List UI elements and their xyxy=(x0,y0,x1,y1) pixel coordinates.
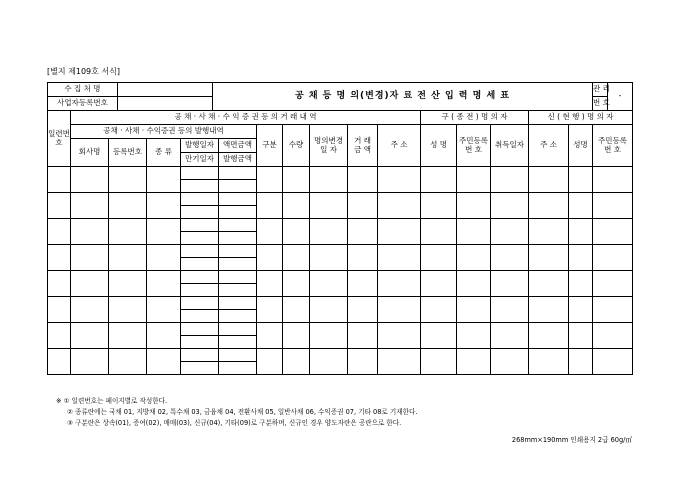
table-cell[interactable] xyxy=(71,219,109,245)
table-cell[interactable] xyxy=(421,219,457,245)
table-cell[interactable] xyxy=(348,323,378,349)
table-cell[interactable] xyxy=(310,297,348,323)
table-cell[interactable] xyxy=(283,271,310,297)
paper-spec: 268mm×190mm 인쇄용지 2급 60g/㎡ xyxy=(511,436,632,444)
kind-header: 종 류 xyxy=(147,139,181,167)
table-cell[interactable] xyxy=(310,167,348,193)
table-cell[interactable] xyxy=(421,167,457,193)
table-row xyxy=(48,297,633,310)
table-cell[interactable] xyxy=(257,323,283,349)
serial-number-header: 일련번호 xyxy=(48,111,71,167)
table-cell[interactable] xyxy=(421,323,457,349)
collector-name-value[interactable] xyxy=(118,83,213,97)
table-cell[interactable] xyxy=(71,193,109,219)
table-cell[interactable] xyxy=(310,349,348,375)
table-cell[interactable] xyxy=(257,167,283,193)
table-cell[interactable] xyxy=(569,167,593,193)
table-cell[interactable] xyxy=(378,271,421,297)
table-row xyxy=(48,349,633,362)
table-cell[interactable] xyxy=(348,219,378,245)
notes xyxy=(56,396,417,429)
new-name-header: 성명 xyxy=(569,125,593,167)
table-row xyxy=(48,167,633,180)
table-cell[interactable] xyxy=(457,349,491,375)
table-cell[interactable] xyxy=(569,297,593,323)
table-cell[interactable] xyxy=(71,349,109,375)
table-cell[interactable] xyxy=(529,193,569,219)
table-cell[interactable] xyxy=(457,219,491,245)
table-cell[interactable] xyxy=(457,193,491,219)
issue-amount-cell[interactable] xyxy=(219,232,257,245)
table-cell[interactable] xyxy=(283,193,310,219)
table-cell[interactable] xyxy=(593,323,633,349)
table-cell[interactable] xyxy=(348,167,378,193)
table-cell[interactable] xyxy=(529,297,569,323)
table-cell[interactable] xyxy=(457,297,491,323)
table-cell[interactable] xyxy=(593,167,633,193)
table-cell[interactable] xyxy=(457,245,491,271)
table-cell[interactable] xyxy=(283,297,310,323)
table-cell[interactable] xyxy=(147,193,181,219)
table-cell[interactable] xyxy=(529,167,569,193)
issue-amount-cell[interactable] xyxy=(219,362,257,375)
table-cell[interactable] xyxy=(348,349,378,375)
table-cell[interactable] xyxy=(257,245,283,271)
table-cell[interactable] xyxy=(109,245,147,271)
issue-amount-header: 발행금액 xyxy=(219,153,257,167)
issue-date-header: 발행일자 xyxy=(181,139,219,153)
face-amount-cell[interactable] xyxy=(219,219,257,232)
table-cell[interactable] xyxy=(491,271,529,297)
issue-detail-header: 공채 · 사채 · 수익증권 등의 발행내역 xyxy=(71,125,257,139)
table-cell[interactable] xyxy=(348,245,378,271)
table-cell[interactable] xyxy=(348,297,378,323)
issue-amount-cell[interactable] xyxy=(219,284,257,297)
issue-date-cell[interactable] xyxy=(181,297,219,310)
issue-date-cell[interactable] xyxy=(181,245,219,258)
maturity-date-cell[interactable] xyxy=(181,206,219,219)
table-cell[interactable] xyxy=(283,323,310,349)
business-number-label: 사업자등록번호 xyxy=(48,97,118,111)
new-address-header: 주 소 xyxy=(529,125,569,167)
table-cell[interactable] xyxy=(491,167,529,193)
table-cell[interactable] xyxy=(457,167,491,193)
face-amount-cell[interactable] xyxy=(219,167,257,180)
quantity-header: 수량 xyxy=(283,125,310,167)
table-cell[interactable] xyxy=(257,271,283,297)
company-header: 회사명 xyxy=(71,139,109,167)
table-cell[interactable] xyxy=(283,245,310,271)
issue-date-cell[interactable] xyxy=(181,193,219,206)
table-cell[interactable] xyxy=(109,167,147,193)
table-cell[interactable] xyxy=(109,349,147,375)
issue-date-cell[interactable] xyxy=(181,349,219,362)
issue-date-cell[interactable] xyxy=(181,323,219,336)
table-cell[interactable] xyxy=(378,323,421,349)
note-3: ③ 구분란은 상속(01), 증여(02), 매매(03), 신규(04), 기타(09)로 구분하며, 신규인 경우 양도자란은 공란으로 한다. xyxy=(67,419,402,427)
table-cell[interactable] xyxy=(378,349,421,375)
table-cell[interactable] xyxy=(310,219,348,245)
transaction-header: 공 채 · 사 채 · 수 익 증 권 등 의 거 래 내 역 xyxy=(71,111,421,125)
table-cell[interactable] xyxy=(457,323,491,349)
mgmt-number-label-1: 관 리 xyxy=(593,83,608,97)
table-cell[interactable] xyxy=(71,323,109,349)
table-cell[interactable] xyxy=(593,271,633,297)
table-cell[interactable] xyxy=(378,297,421,323)
new-rrn-header: 주민등록 번 호 xyxy=(593,125,633,167)
table-cell[interactable] xyxy=(491,323,529,349)
issue-date-cell[interactable] xyxy=(181,219,219,232)
table-cell[interactable] xyxy=(71,271,109,297)
table-cell[interactable] xyxy=(529,219,569,245)
table-cell[interactable] xyxy=(491,219,529,245)
table-cell[interactable] xyxy=(283,219,310,245)
old-holder-header: 구 ( 종 전 ) 명 의 자 xyxy=(421,111,529,125)
maturity-date-cell[interactable] xyxy=(181,232,219,245)
table-cell[interactable] xyxy=(529,271,569,297)
table-cell[interactable] xyxy=(569,245,593,271)
table-row xyxy=(48,271,633,284)
issue-amount-cell[interactable] xyxy=(219,258,257,271)
maturity-date-cell[interactable] xyxy=(181,258,219,271)
change-date-header: 명의변경 일 자 xyxy=(310,125,348,167)
table-cell[interactable] xyxy=(48,297,71,323)
main-table xyxy=(47,110,633,375)
old-name-header: 성 명 xyxy=(421,125,457,167)
face-amount-cell[interactable] xyxy=(219,271,257,284)
table-cell[interactable] xyxy=(48,193,71,219)
form-label: [별지 제109호 서식] xyxy=(47,67,120,76)
table-cell[interactable] xyxy=(421,349,457,375)
data-rows xyxy=(48,167,633,375)
face-amount-header: 액면금액 xyxy=(219,139,257,153)
table-cell[interactable] xyxy=(529,245,569,271)
trade-amount-header: 거 래 금 액 xyxy=(348,125,378,167)
issue-amount-cell[interactable] xyxy=(219,336,257,349)
issue-amount-cell[interactable] xyxy=(219,180,257,193)
table-cell[interactable] xyxy=(593,219,633,245)
table-cell[interactable] xyxy=(71,297,109,323)
note-2: ② 종류란에는 국채 01, 지방채 02, 특수채 03, 금융채 04, 전환사채 05, 일반사채 06, 수익증권 07, 기타 08로 기재한다. xyxy=(67,408,418,416)
table-cell[interactable] xyxy=(109,219,147,245)
table-cell[interactable] xyxy=(109,271,147,297)
maturity-date-cell[interactable] xyxy=(181,310,219,323)
table-cell[interactable] xyxy=(310,271,348,297)
maturity-date-cell[interactable] xyxy=(181,336,219,349)
table-cell[interactable] xyxy=(109,193,147,219)
table-cell[interactable] xyxy=(310,323,348,349)
table-cell[interactable] xyxy=(283,349,310,375)
reg-no-header: 등록번호 xyxy=(109,139,147,167)
table-cell[interactable] xyxy=(48,219,71,245)
table-cell[interactable] xyxy=(348,271,378,297)
table-cell[interactable] xyxy=(569,349,593,375)
table-cell[interactable] xyxy=(378,245,421,271)
table-row xyxy=(48,323,633,336)
table-cell[interactable] xyxy=(71,245,109,271)
table-cell[interactable] xyxy=(457,271,491,297)
table-cell[interactable] xyxy=(529,349,569,375)
table-cell[interactable] xyxy=(593,349,633,375)
issue-date-cell[interactable] xyxy=(181,167,219,180)
table-cell[interactable] xyxy=(147,245,181,271)
table-cell[interactable] xyxy=(491,349,529,375)
table-cell[interactable] xyxy=(109,323,147,349)
maturity-date-header: 만기일자 xyxy=(181,153,219,167)
table-cell[interactable] xyxy=(529,323,569,349)
table-cell[interactable] xyxy=(569,271,593,297)
table-row xyxy=(48,193,633,206)
table-cell[interactable] xyxy=(421,297,457,323)
mgmt-number-label-2: 번 호 xyxy=(593,97,608,111)
table-cell[interactable] xyxy=(109,297,147,323)
mgmt-number-value[interactable]: - xyxy=(608,83,633,111)
table-cell[interactable] xyxy=(48,271,71,297)
old-rrn-header: 주민등록 번 호 xyxy=(457,125,491,167)
table-cell[interactable] xyxy=(348,193,378,219)
table-row xyxy=(48,219,633,232)
table-cell[interactable] xyxy=(593,193,633,219)
table-cell[interactable] xyxy=(147,297,181,323)
table-cell[interactable] xyxy=(147,349,181,375)
face-amount-cell[interactable] xyxy=(219,349,257,362)
table-cell[interactable] xyxy=(593,245,633,271)
table-cell[interactable] xyxy=(71,167,109,193)
issue-date-cell[interactable] xyxy=(181,271,219,284)
issue-amount-cell[interactable] xyxy=(219,206,257,219)
table-cell[interactable] xyxy=(378,219,421,245)
business-number-value[interactable] xyxy=(118,97,213,111)
table-cell[interactable] xyxy=(569,193,593,219)
table-cell[interactable] xyxy=(147,167,181,193)
face-amount-cell[interactable] xyxy=(219,297,257,310)
table-cell[interactable] xyxy=(491,245,529,271)
table-cell[interactable] xyxy=(147,323,181,349)
maturity-date-cell[interactable] xyxy=(181,284,219,297)
table-cell[interactable] xyxy=(257,193,283,219)
table-cell[interactable] xyxy=(257,297,283,323)
table-cell[interactable] xyxy=(491,193,529,219)
table-cell[interactable] xyxy=(257,349,283,375)
collector-name-label: 수 집 처 명 xyxy=(48,83,118,97)
old-address-header: 주 소 xyxy=(378,125,421,167)
table-cell[interactable] xyxy=(48,323,71,349)
new-holder-header: 신 ( 현 행 ) 명 의 자 xyxy=(529,111,633,125)
table-cell[interactable] xyxy=(378,193,421,219)
face-amount-cell[interactable] xyxy=(219,245,257,258)
table-cell[interactable] xyxy=(593,297,633,323)
table-cell[interactable] xyxy=(48,349,71,375)
table-cell[interactable] xyxy=(421,271,457,297)
table-cell[interactable] xyxy=(48,245,71,271)
maturity-date-cell[interactable] xyxy=(181,180,219,193)
table-cell[interactable] xyxy=(257,219,283,245)
face-amount-cell[interactable] xyxy=(219,193,257,206)
face-amount-cell[interactable] xyxy=(219,323,257,336)
table-cell[interactable] xyxy=(310,193,348,219)
table-cell[interactable] xyxy=(283,167,310,193)
table-row xyxy=(48,245,633,258)
table-cell[interactable] xyxy=(147,271,181,297)
table-cell[interactable] xyxy=(569,219,593,245)
table-cell[interactable] xyxy=(48,167,71,193)
maturity-date-cell[interactable] xyxy=(181,362,219,375)
table-cell[interactable] xyxy=(310,245,348,271)
table-cell[interactable] xyxy=(378,167,421,193)
table-cell[interactable] xyxy=(421,193,457,219)
issue-amount-cell[interactable] xyxy=(219,310,257,323)
acquire-date-header: 취득일자 xyxy=(491,125,529,167)
table-cell[interactable] xyxy=(421,245,457,271)
header-info-table xyxy=(47,82,633,111)
table-cell[interactable] xyxy=(569,323,593,349)
note-1: ※ ① 일련번호는 페이지별로 작성한다. xyxy=(56,397,168,405)
table-cell[interactable] xyxy=(491,297,529,323)
table-cell[interactable] xyxy=(147,219,181,245)
form-title: 공 채 등 명 의(변경)자 료 전 산 입 력 명 세 표 xyxy=(213,83,593,111)
division-header: 구분 xyxy=(257,125,283,167)
